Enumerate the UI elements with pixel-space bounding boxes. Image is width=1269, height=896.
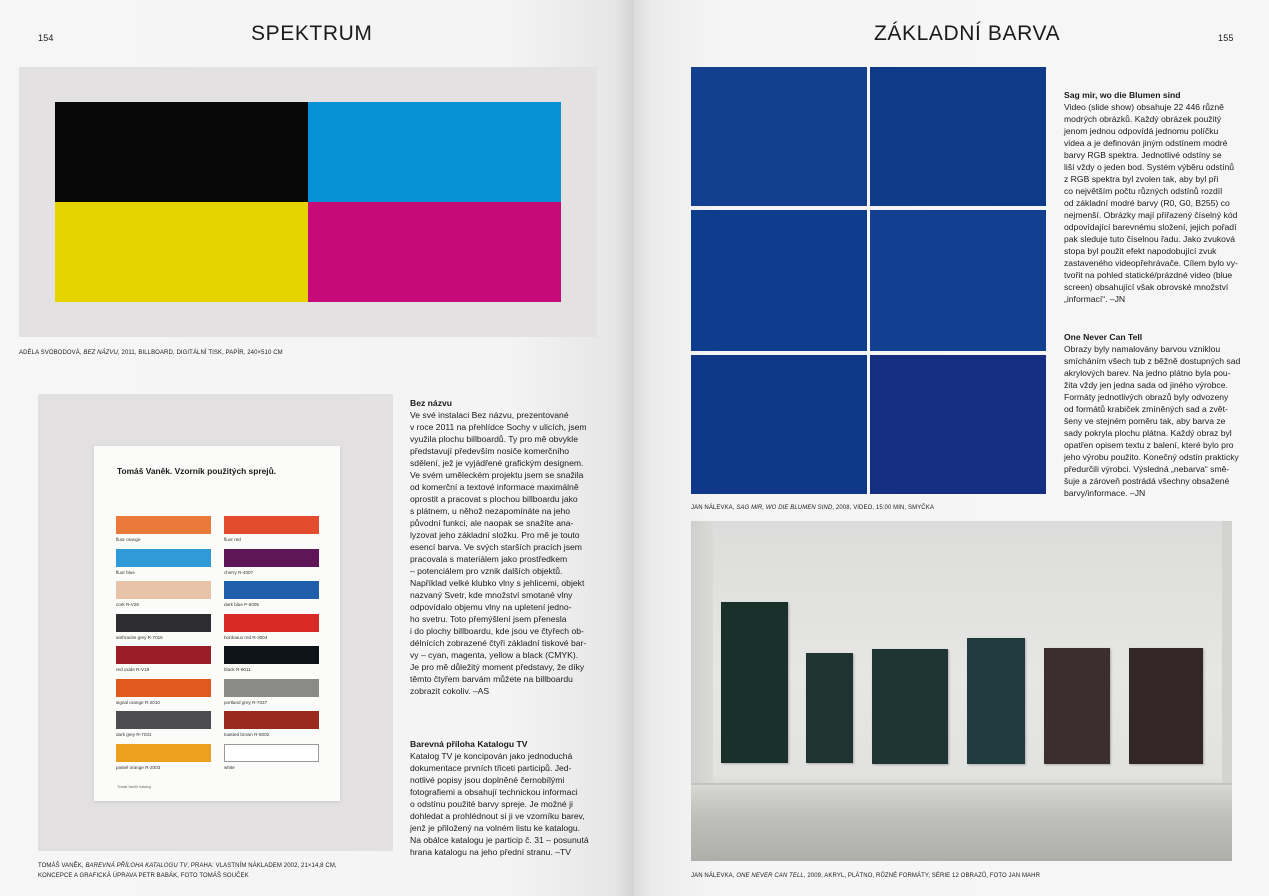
painting	[806, 653, 853, 763]
color-swatch	[224, 646, 319, 664]
cmyk-black-field	[55, 102, 308, 202]
swatch-label: black R-9011	[224, 667, 251, 672]
text-line: od formátů krabiček zmíněných sad a zvět-	[1064, 404, 1228, 414]
cmyk-yellow-field	[55, 202, 308, 302]
caption-details: , PRAHA: VLASTNÍM NÁKLADEM 2002, 21×14,8 CM,	[187, 863, 337, 869]
caption-details: , 2011, BILLBOARD, DIGITÁLNÍ TISK, PAPÍR, 240×510 CM	[117, 350, 283, 356]
text-line: Je pro mě důležitý moment představy, že díky	[410, 662, 585, 672]
gallery-side-wall	[1222, 521, 1232, 783]
page-number-right: 155	[1218, 33, 1234, 43]
text-line: předurčili výrobci. Výsledná „nebarva“ smě-	[1064, 464, 1230, 474]
color-swatch	[224, 679, 319, 697]
color-swatch	[116, 679, 211, 697]
text-line: Katalog TV je koncipován jako jednoduchá	[410, 751, 573, 761]
caption-author: JAN NÁLEVKA,	[691, 505, 737, 511]
text-line: od základní modré barvy (R0, G0, B255) co	[1064, 198, 1230, 208]
color-swatch	[116, 549, 211, 567]
text-line: liší vždy o jeden bod. Systém výběru odstínů	[1064, 162, 1235, 172]
text-barevna-priloha	[410, 738, 589, 858]
text-line: z RGB spektra byl zvolen tak, aby byl při	[1064, 174, 1219, 184]
text-line: Ve své instalaci Bez názvu, prezentované	[410, 410, 569, 420]
blue-frame	[870, 355, 1046, 494]
text-line: esencí barva. Ve svých starších pracích jsem	[410, 542, 582, 552]
swatch-label: dark grey R-7031	[116, 732, 152, 737]
caption-details: , 2009, AKRYL, PLÁTNO, RŮZNÉ FORMÁTY, SÉRIE 12 OBRAZŮ, FOTO JAN MAHR	[803, 873, 1041, 879]
text-line: šeny ve stejném poměru tak, aby barva ze	[1064, 416, 1226, 426]
text-line: využila plochu billboardů. Ty pro mě obvykle	[410, 434, 578, 444]
text-line: s plátnem, u něhož nezapomínáte na jeho	[410, 506, 571, 516]
blue-frame	[691, 210, 867, 351]
color-swatch	[224, 614, 319, 632]
blue-frame	[870, 67, 1046, 206]
color-swatch	[116, 711, 211, 729]
text-line: žita vždy jen jedna sada od jiného výrobce.	[1064, 380, 1228, 390]
text-line: těmto čtyřem barvám můžete na billboardu	[410, 674, 573, 684]
text-bez-nazvu	[410, 397, 587, 697]
text-line: zobrazit cokoliv. –AS	[410, 686, 490, 696]
text-line: jenž je přiložený na volném listu ke katalogu.	[410, 823, 581, 833]
text-line: délnících zobrazené čtyři základní tiskové bar-	[410, 638, 587, 648]
catalog-footer: Tomáš Vaněk Katalog	[117, 785, 151, 789]
text-line: i do plochy billboardu, kde jsou ve čtyřech ob-	[410, 626, 584, 636]
swatch-label: portland grey R-7037	[224, 699, 268, 705]
text-line: pracovala s materiálem jako prostředkem	[410, 554, 568, 564]
cmyk-cyan-field	[308, 102, 561, 202]
section-heading: Barevná příloha Katalogu TV	[410, 739, 528, 749]
text-line: tvořit na pohled statické/prázdné video (blue	[1064, 270, 1233, 280]
text-line: sady pokryla plochu plátna. Každý obraz byl	[1064, 428, 1232, 438]
swatch-label: fluor orange	[116, 537, 141, 542]
color-swatch	[116, 646, 211, 664]
text-line: Video (slide show) obsahuje 22 446 různě	[1064, 102, 1224, 112]
text-line: notlivé popisy jsou doplněné černobílými	[410, 775, 565, 785]
color-swatch	[116, 516, 211, 534]
page-number-left: 154	[38, 33, 54, 43]
text-line: Například velké klubko vlny s jehlicemi, objekt	[410, 578, 585, 588]
paragraph-body	[410, 750, 589, 858]
text-line: fotografiemi a obsahují technickou informaci	[410, 787, 578, 797]
billboard-caption	[19, 348, 283, 358]
color-swatch	[224, 581, 319, 599]
caption-work-title: BAREVNÁ PŘÍLOHA KATALOGU TV	[85, 863, 188, 869]
text-line: barvy/informace. –JN	[1064, 488, 1146, 498]
text-line: vy – cyan, magenta, yellow a black (CMYK).	[410, 650, 579, 660]
text-line: jeho výrobu použito. Konečný odstín prakticky	[1064, 452, 1239, 462]
gallery-floor-edge	[691, 783, 1232, 785]
text-line: Ve svém uměleckém projektu jsem se snažila	[410, 470, 584, 480]
caption-author: TOMÁŠ VANĚK,	[38, 863, 86, 869]
gallery-caption	[691, 871, 1040, 881]
text-line: pak sleduje tuto číselnou řadu. Jako zvuková	[1064, 234, 1236, 244]
catalog-caption-line2: KONCEPCE A GRAFICKÁ ÚPRAVA PETR BABÁK, FOTO TOMÁŠ SOUČEK	[38, 873, 249, 879]
paragraph-body	[1064, 343, 1240, 499]
swatch-label: cork R-V26	[116, 602, 139, 607]
section-heading: One Never Can Tell	[1064, 332, 1143, 342]
gallery-photo	[691, 521, 1232, 861]
text-line: ho svetru. Toto přemýšlení jsem přenesla	[410, 614, 567, 624]
text-line: jenom jednou odpovídá jednomu políčku	[1064, 126, 1219, 136]
swatch-label: pastel orange R-2003	[116, 764, 161, 770]
text-line: Obrazy byly namalovány barvou vzniklou	[1064, 344, 1221, 354]
paragraph-body	[1064, 101, 1238, 305]
color-swatch	[224, 711, 319, 729]
painting	[967, 638, 1025, 764]
color-swatch	[116, 581, 211, 599]
blue-frame	[691, 355, 867, 494]
painting	[872, 649, 948, 764]
caption-author: JAN NÁLEVKA,	[691, 873, 737, 879]
text-line: opatřen opisem textu z balení, které bylo pro	[1064, 440, 1234, 450]
color-swatch	[116, 744, 211, 762]
catalog-caption	[38, 861, 337, 881]
text-line: – potenciálem pro vznik dalších objektů.	[410, 566, 563, 576]
text-line: původní funkci, ale naopak se snažíte ana-	[410, 518, 574, 528]
section-heading: Bez názvu	[410, 398, 453, 408]
swatch-label: cherry R-4007	[224, 569, 254, 575]
text-line: modrých obrázků. Každý obrázek použitý	[1064, 114, 1222, 124]
text-line: videa a je definován jiným odstínem modré	[1064, 138, 1228, 148]
painting	[721, 602, 788, 763]
text-line: barvy RGB spektra. Jednotlivé odstíny se	[1064, 150, 1222, 160]
caption-work-title: SAG MIR, WO DIE BLUMEN SIND	[736, 505, 833, 511]
swatch-label: fluor blue	[116, 569, 135, 575]
catalog-caption-line1	[38, 861, 337, 871]
caption-work-title: BEZ NÁZVU	[83, 350, 118, 356]
text-line: v roce 2011 na přehlídce Sochy v ulicích, jsem	[410, 422, 587, 432]
painting	[1129, 648, 1203, 764]
swatch-label: white	[224, 764, 235, 770]
text-line: sdělení, jež je vyjádřené grafickým designem.	[410, 458, 584, 468]
text-line: dohledat a prohlédnout si ji ve vzorníku barev,	[410, 811, 585, 821]
section-heading: Sag mir, wo die Blumen sind	[1064, 90, 1181, 100]
caption-author: ADÉLA SVOBODOVÁ,	[19, 350, 84, 356]
color-swatch	[224, 516, 319, 534]
text-line: „informací“. –JN	[1064, 294, 1126, 304]
text-line: odpovídající barevnému složení, jejich pořadí	[1064, 222, 1237, 232]
page-title-spektrum: SPEKTRUM	[251, 22, 373, 45]
page-title-zakladni-barva: ZÁKLADNÍ BARVA	[874, 22, 1061, 45]
text-line: co největším počtu různých odstínů rozdíl	[1064, 186, 1223, 196]
caption-details: , 2008, VIDEO, 15:00 MIN, SMYČKA	[832, 505, 934, 511]
blue-frame	[870, 210, 1046, 351]
paragraph-body	[410, 409, 587, 697]
text-one-never	[1064, 331, 1240, 499]
text-line: od komerční a textové informace maximálně	[410, 482, 579, 492]
swatch-label: bordeaux red R-3004	[224, 634, 268, 640]
swatch-label: anthracite grey R-7016	[116, 634, 163, 640]
text-line: představují především nosiče komerčního	[410, 446, 570, 456]
text-line: akrylových barev. Na jedno plátno byla pou-	[1064, 368, 1231, 378]
text-line: zastaveného videopřehrávače. Cílem bylo vy-	[1064, 258, 1238, 268]
color-swatch	[116, 614, 211, 632]
text-line: dokumentace prvních třiceti participů. Jed-	[410, 763, 572, 773]
text-sag-mir	[1064, 89, 1238, 305]
color-swatch	[224, 744, 319, 762]
cmyk-magenta-field	[308, 202, 561, 302]
text-line: šuje a zároveň postrádá všechny obsažené	[1064, 476, 1230, 486]
gallery-side-wall	[691, 521, 713, 783]
swatch-label: red oxide R-V18	[116, 667, 150, 672]
swatch-label: signal orange R-2010	[116, 699, 160, 705]
painting	[1044, 648, 1110, 764]
swatch-label: dark blue P-5005	[224, 602, 259, 607]
text-line: hrana katalogu na jeho přední stranu. –TV	[410, 847, 572, 857]
text-line: lyzovat jeho základní složku. Pro mě je touto	[410, 530, 580, 540]
text-line: o odstínu použité barvy spreje. Je možné ji	[410, 799, 573, 809]
text-line: nazvaný Svetr, kde množství smotané vlny	[410, 590, 573, 600]
blue-frame	[691, 67, 867, 206]
text-line: nejmenší. Obrázky mají přiřazený číselný kód	[1064, 210, 1238, 220]
catalog-title: Tomáš Vaněk. Vzorník použitých sprejů.	[117, 466, 277, 476]
text-line: odpovídalo objemu vlny na upletení jedno-	[410, 602, 572, 612]
text-line: Na obálce katalogu je particip č. 31 – posunutá	[410, 835, 589, 845]
color-swatch	[224, 549, 319, 567]
swatch-label: fluor red	[224, 537, 241, 542]
caption-work-title: ONE NEVER CAN TELL	[736, 873, 804, 879]
text-line: Formáty jednotlivých obrazů byly odvozeny	[1064, 392, 1229, 402]
swatch-label: toasted brown R-8002	[224, 732, 270, 737]
text-line: oprostit a pracovat s plochou billboardu jako	[410, 494, 578, 504]
text-line: smícháním všech tub z běžně dostupných sad	[1064, 356, 1241, 366]
text-line: stopa byl použit efekt napodobující zvuk	[1064, 246, 1217, 256]
blue-grid-caption	[691, 503, 934, 513]
text-line: screen) obsahující však obrovské množství	[1064, 282, 1229, 292]
